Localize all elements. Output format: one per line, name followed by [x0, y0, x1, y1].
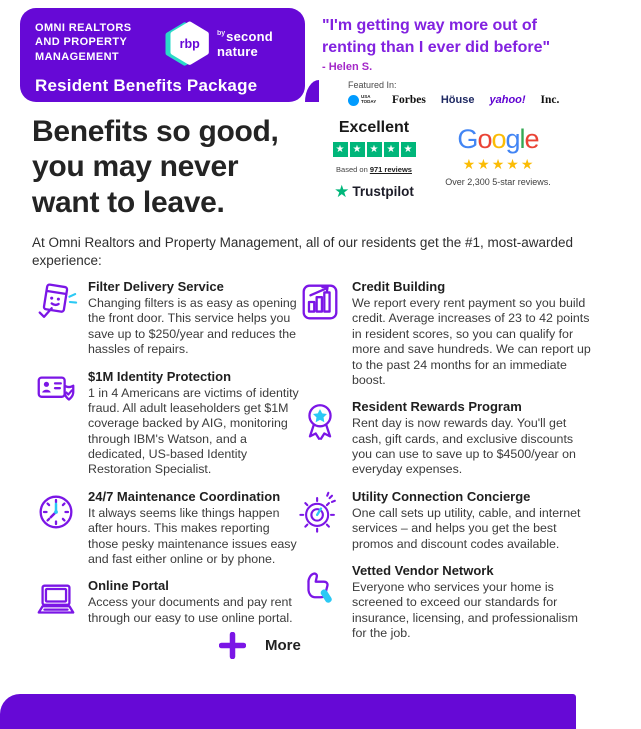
benefit-description: Everyone who services your home is screened to exceed our standards for insurance, licensing, and professionalism for the job. [352, 579, 578, 640]
benefits-column-left [33, 279, 301, 637]
house-logo: Höuse [440, 94, 475, 106]
benefits-column-right [297, 279, 591, 652]
credit-building-icon [297, 279, 343, 325]
testimonial-attribution: - Helen S. [322, 61, 373, 73]
online-portal-icon [33, 578, 79, 624]
trustpilot-review-count: Based on 971 reviews [336, 165, 412, 174]
benefit-description: We report every rent payment so you build credit. Average increases of 23 to 42 points in resident scores, so you can qualify for more and save hundreds. We can report up to the past 24 months for an immediate boost. [352, 296, 591, 387]
benefit-maintenance [33, 489, 301, 568]
utility-concierge-icon [297, 489, 343, 535]
benefit-title: 24/7 Maintenance Coordination [88, 488, 281, 504]
resident-rewards-icon [297, 399, 343, 445]
google-logo: Google [457, 124, 539, 154]
inc-logo: Inc. [540, 94, 560, 106]
company-name: OMNI REALTORS AND PROPERTY MANAGEMENT [35, 22, 132, 63]
more-label: More [265, 637, 301, 654]
benefit-description: One call sets up utility, cable, and internet services – and helps you get the best promos and discount codes available. [352, 505, 581, 551]
benefit-title: Resident Rewards Program [352, 399, 522, 415]
benefit-description: Access your documents and pay rent through our easy to use online portal. [88, 595, 293, 625]
footer-bar [0, 694, 576, 729]
intro-paragraph: At Omni Realtors and Property Management, all of our residents get the #1, most-awarded experience: [32, 235, 574, 269]
featured-in-section [348, 80, 559, 106]
brand-box [20, 8, 305, 102]
usa-today-logo: USA TODAY [348, 95, 377, 106]
benefit-online-portal [33, 578, 301, 626]
package-title: Resident Benefits Package [35, 76, 258, 95]
vetted-vendor-icon [297, 563, 343, 609]
google-stars: ★ ★ ★ ★ ★ [462, 156, 534, 172]
maintenance-clock-icon [33, 489, 79, 535]
by-label: by [217, 29, 226, 37]
benefit-title: $1M Identity Protection [88, 368, 232, 384]
brand-word-nature: nature [217, 44, 258, 59]
benefit-description: Changing filters is as easy as opening the front door. This service helps you save up to $250/year and reduces the hassles of repairs. [88, 296, 297, 357]
rbp-logo-text: rbp [179, 36, 200, 51]
google-review-caption: Over 2,300 5-star reviews. [445, 177, 551, 187]
trustpilot-review-block [322, 119, 426, 200]
benefit-resident-rewards [297, 399, 591, 478]
google-review-block [428, 126, 568, 187]
trustpilot-stars: ★ ★ ★ ★ ★ [322, 142, 426, 157]
usa-today-dot-icon [348, 95, 359, 106]
benefit-credit-building [297, 279, 591, 388]
more-section[interactable] [219, 632, 301, 659]
trustpilot-logo: ★ Trustpilot [334, 182, 414, 201]
featured-in-label: Featured In: [348, 80, 397, 90]
benefit-description: Rent day is now rewards day. You'll get cash, gift cards, and exclusive discounts you can use to save up to $4500/year on everyday expenses. [352, 416, 576, 477]
benefit-description: 1 in 4 Americans are victims of identity fraud. All adult leaseholders get $1M coverage backed by AIG, monitoring through IBM's Watson, and a dedicated, US-based Identity Restoration Specialist. [88, 385, 299, 477]
review-count-link[interactable]: 971 reviews [369, 165, 412, 174]
filter-delivery-icon [33, 279, 79, 325]
second-nature-logo [217, 29, 273, 59]
trustpilot-star-icon: ★ [334, 182, 350, 201]
brand-word-second: second [226, 28, 273, 44]
benefit-title: Vetted Vendor Network [352, 562, 494, 578]
benefit-title: Filter Delivery Service [88, 279, 224, 294]
benefit-description: It always seems like things happen after hours. This makes reporting those pesky maintenance issues easy and fast either online or by phone. [88, 505, 297, 566]
benefit-utility-concierge [297, 489, 591, 552]
benefit-title: Online Portal [88, 578, 169, 594]
yahoo-logo: yahoo! [489, 94, 526, 106]
forbes-logo: Forbes [392, 94, 426, 106]
trustpilot-rating-label: Excellent [338, 119, 410, 136]
benefit-identity-protection [33, 369, 301, 478]
plus-icon[interactable] [219, 632, 246, 659]
page-title: Benefits so good, you may never want to leave. [32, 115, 279, 219]
brand-box-tail [305, 80, 319, 102]
rbp-logo [163, 19, 213, 69]
testimonial-quote: "I'm getting way more out of renting than I ever did before" [322, 17, 551, 56]
benefit-vetted-vendor [297, 563, 591, 642]
benefit-title: Utility Connection Concierge [352, 488, 531, 504]
benefit-title: Credit Building [352, 279, 446, 294]
identity-protection-icon [33, 369, 79, 415]
benefit-filter-delivery [33, 279, 301, 358]
